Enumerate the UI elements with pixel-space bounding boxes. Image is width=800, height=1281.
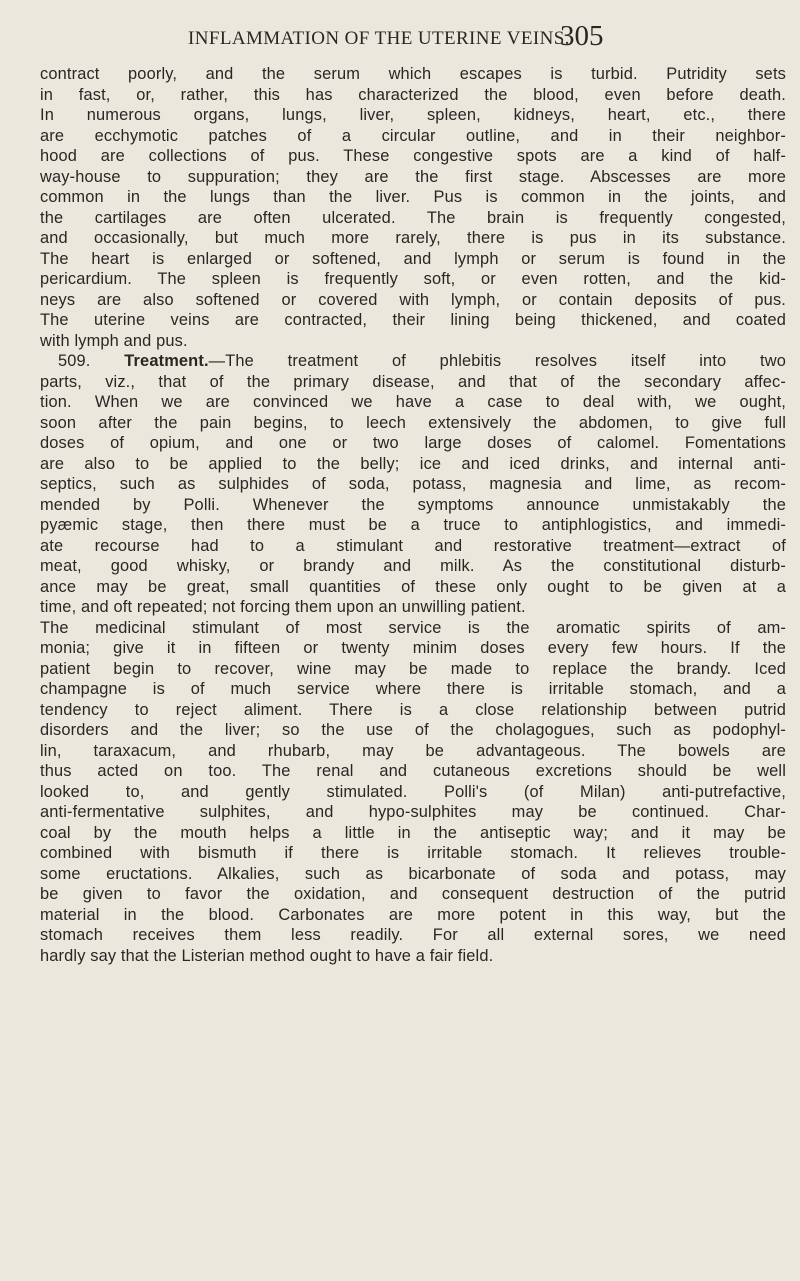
text-line: mended by Polli. Whenever the symptoms announce unmistakably the <box>40 495 786 514</box>
text-line: tendency to reject aliment. There is a close relationship between putrid <box>40 700 786 719</box>
text-line: ance may be great, small quantities of these only ought to be given at a <box>40 577 786 596</box>
text-line: material in the blood. Carbonates are more potent in this way, but the <box>40 905 786 924</box>
text-line: thus acted on too. The renal and cutaneous excretions should be well <box>40 762 786 780</box>
running-title: INFLAMMATION OF THE UTERINE VEINS. <box>188 28 570 49</box>
text-line: neys are also softened or covered with lymph, or contain deposits of pus. <box>40 290 786 309</box>
text-line: common in the lungs than the liver. Pus is common in the joints, and <box>40 188 786 206</box>
text-line: meat, good whisky, or brandy and milk. As the constitutional disturb- <box>40 557 786 575</box>
text-line: in fast, or, rather, this has characterized the blood, even before death. <box>40 85 786 104</box>
text-line: The medicinal stimulant of most service is the aromatic spirits of am- <box>40 618 786 637</box>
paragraph-treatment <box>40 351 786 966</box>
text-line: pyæmic stage, then there must be a truce to antiphlogistics, and immedi- <box>40 516 786 534</box>
text-line: time, and oft repeated; not forcing them upon an unwilling patient. <box>40 598 526 616</box>
page-number: 305 <box>560 20 604 52</box>
text-line: lin, taraxacum, and rhubarb, may be advantageous. The bowels are <box>40 741 786 760</box>
text-line: looked to, and gently stimulated. Polli's (of Milan) anti-putrefactive, <box>40 782 786 801</box>
section-number: 509. <box>58 352 91 370</box>
text-line: are also to be applied to the belly; ice and iced drinks, and internal anti- <box>40 454 786 473</box>
text-line: parts, viz., that of the primary disease, and that of the secondary affec- <box>40 372 786 391</box>
text-line: the cartilages are often ulcerated. The brain is frequently congested, <box>40 208 786 227</box>
text-line: anti-fermentative sulphites, and hypo-sulphites may be continued. Char- <box>40 803 786 821</box>
text-line: tion. When we are convinced we have a case to deal with, we ought, <box>40 393 786 411</box>
body-text <box>40 64 786 966</box>
text-line: hardly say that the Listerian method ought to have a fair field. <box>40 946 494 965</box>
text-line: disorders and the liver; so the use of the cholagogues, such as podophyl- <box>40 721 786 739</box>
text-line: The uterine veins are contracted, their lining being thickened, and coated <box>40 311 786 329</box>
text-line: monia; give it in fifteen or twenty minim doses every few hours. If the <box>40 639 786 657</box>
text-line: patient begin to recover, wine may be made to replace the brandy. Iced <box>40 659 786 678</box>
text-line: be given to favor the oxidation, and consequent destruction of the putrid <box>40 885 786 903</box>
text-line: champagne is of much service where there is irritable stomach, and a <box>40 680 786 698</box>
section-heading: Treatment. <box>124 352 209 370</box>
page-header <box>188 22 618 56</box>
paragraph <box>40 64 786 351</box>
text-line: doses of opium, and one or two large doses of calomel. Fomentations <box>40 434 786 452</box>
text-line: some eructations. Alkalies, such as bicarbonate of soda and potass, may <box>40 864 786 883</box>
text-line: contract poorly, and the serum which escapes is turbid. Putridity sets <box>40 65 786 83</box>
text-line: with lymph and pus. <box>40 331 188 350</box>
text-line: way-house to suppuration; they are the first stage. Abscesses are more <box>40 167 786 186</box>
text-line: In numerous organs, lungs, liver, spleen, kidneys, heart, etc., there <box>40 106 786 124</box>
text-line: ate recourse had to a stimulant and restorative treatment—extract of <box>40 536 786 555</box>
text-line: hood are collections of pus. These congestive spots are a kind of half- <box>40 147 786 165</box>
text-line <box>40 351 786 372</box>
text-line: soon after the pain begins, to leech extensively the abdomen, to give full <box>40 413 786 432</box>
text-line: coal by the mouth helps a little in the antiseptic way; and it may be <box>40 823 786 842</box>
text-line: pericardium. The spleen is frequently soft, or even rotten, and the kid- <box>40 270 786 288</box>
text-line: combined with bismuth if there is irritable stomach. It relieves trouble- <box>40 844 786 862</box>
text-line: and occasionally, but much more rarely, there is pus in its substance. <box>40 229 786 247</box>
text-line: septics, such as sulphides of soda, potass, magnesia and lime, as recom- <box>40 475 786 493</box>
text-line: The heart is enlarged or softened, and lymph or serum is found in the <box>40 249 786 268</box>
text-line: stomach receives them less readily. For all external sores, we need <box>40 926 786 944</box>
text-line: are ecchymotic patches of a circular outline, and in their neighbor- <box>40 126 786 145</box>
text-fragment: —The treatment of phlebitis resolves itself into two <box>208 352 786 370</box>
